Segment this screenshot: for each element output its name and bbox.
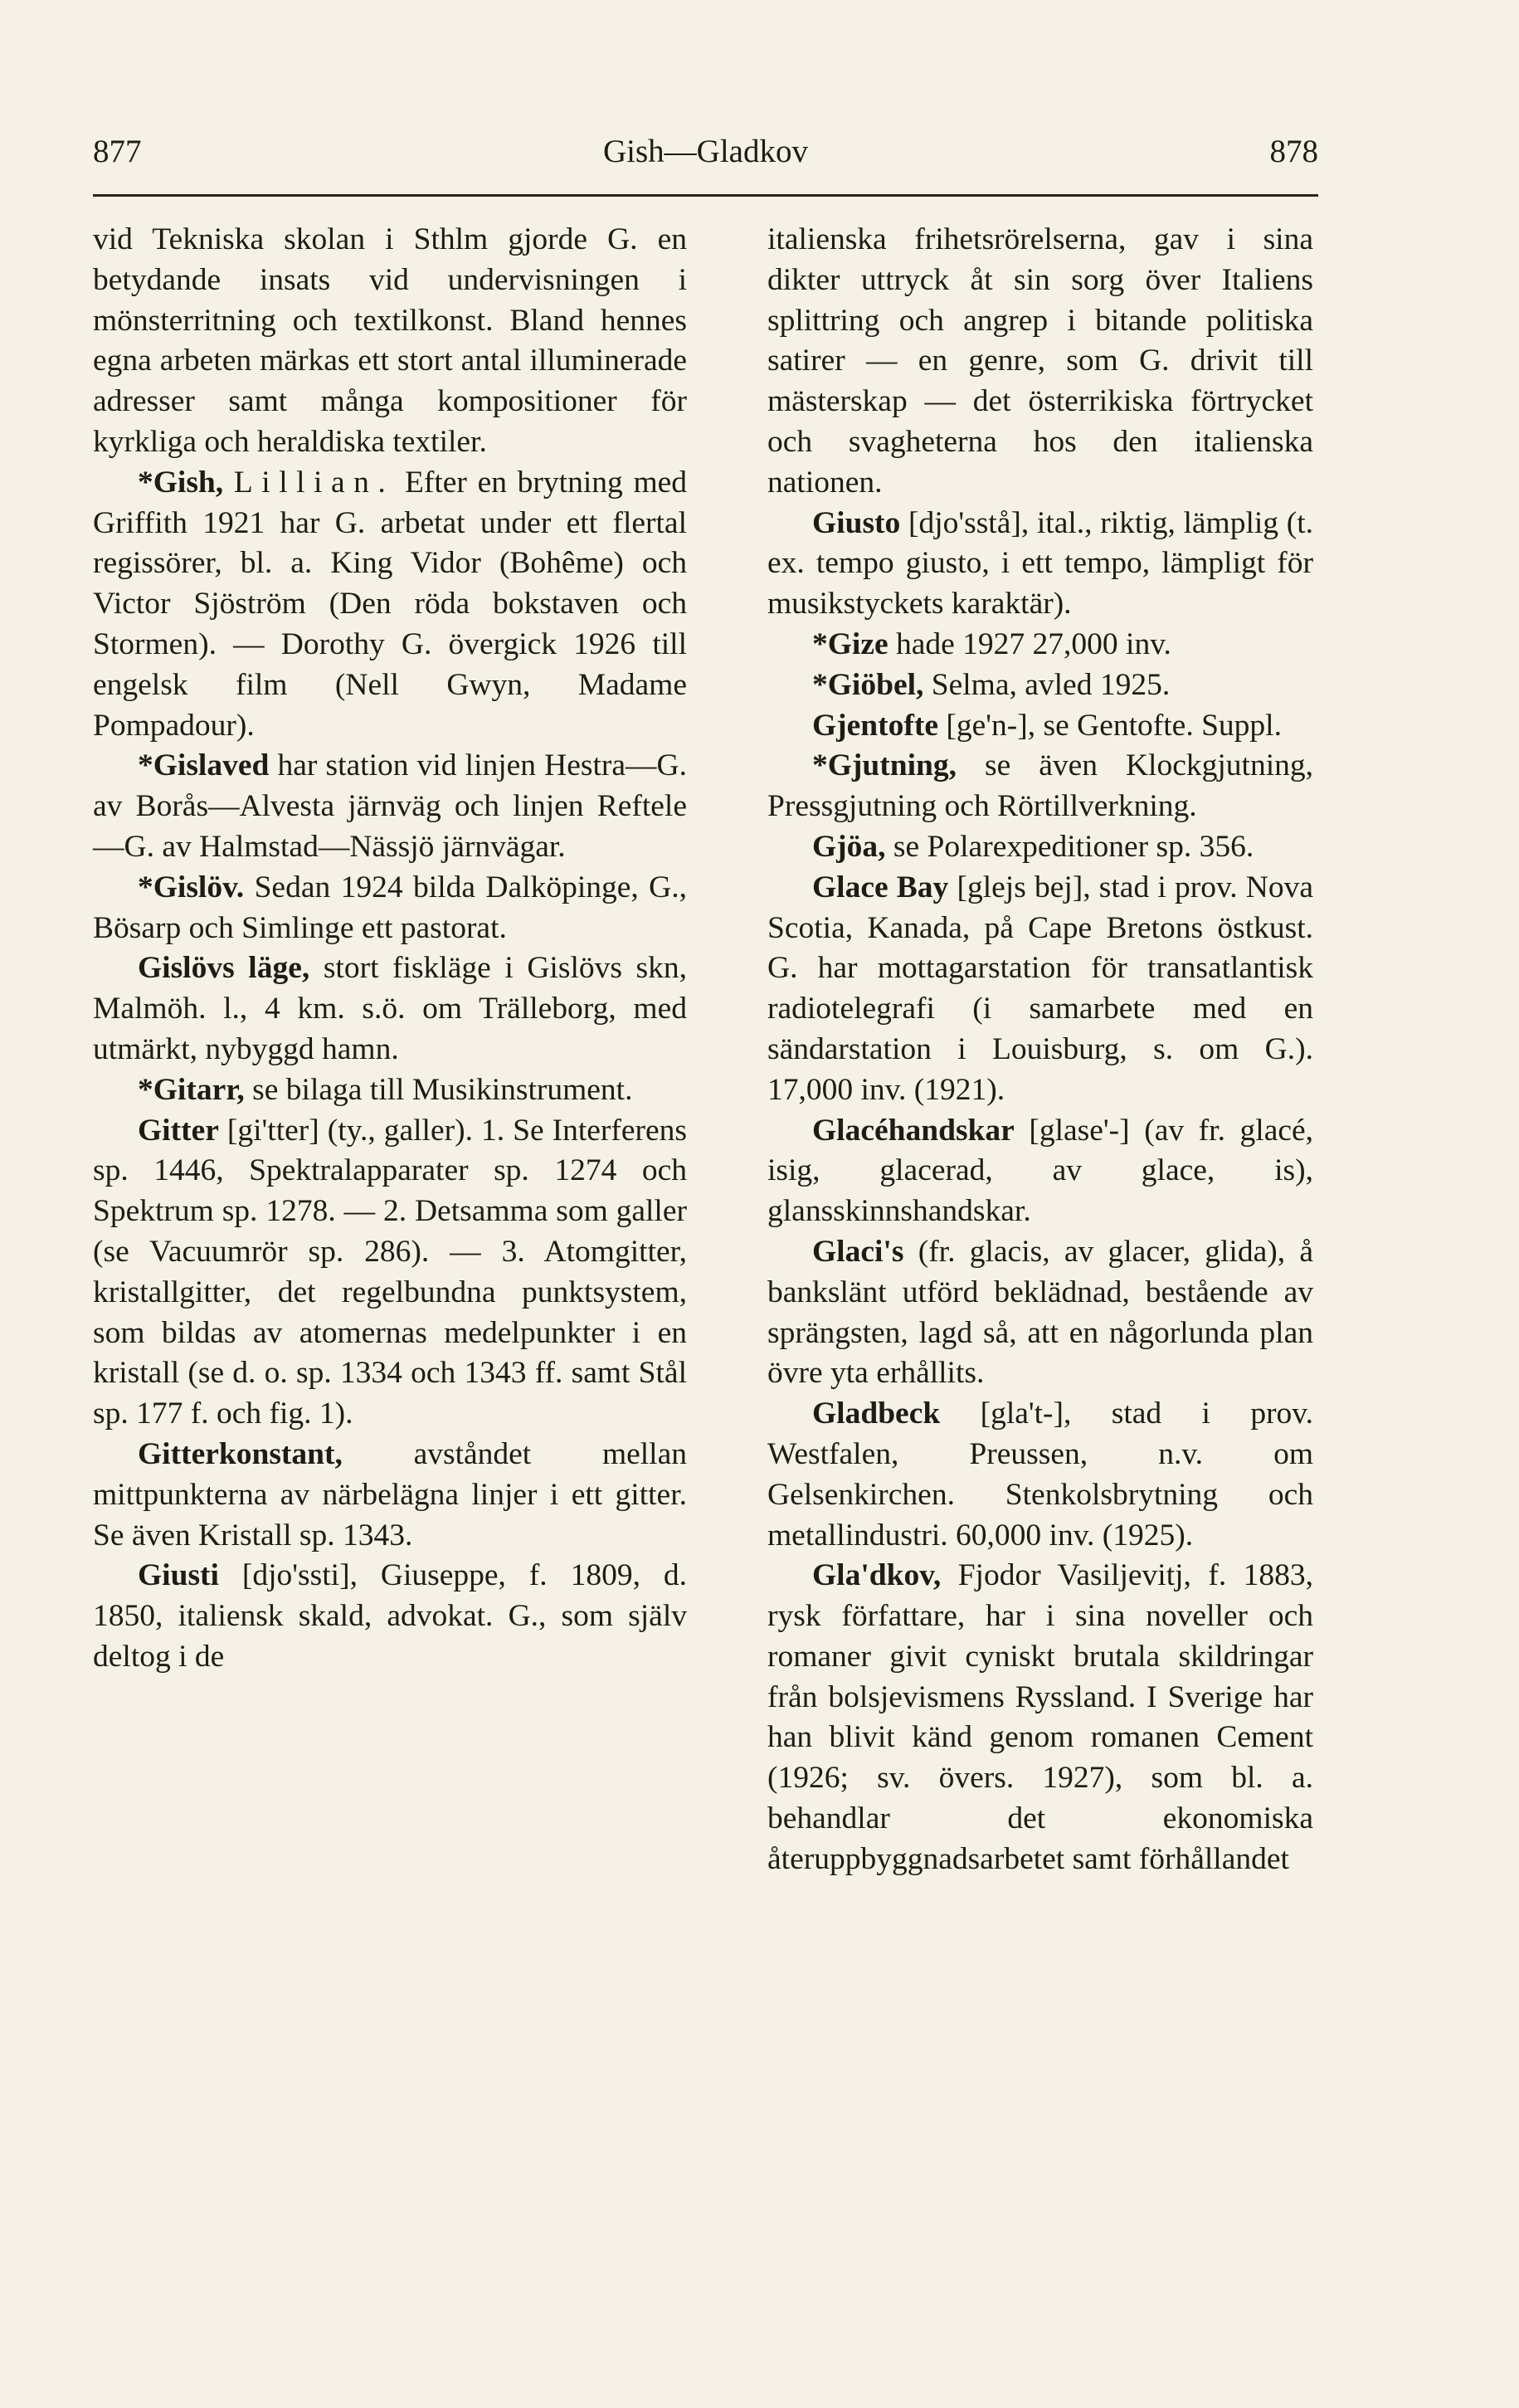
entry-text: [glase'-] (av fr. glacé, isig, glacerad, av glace, is), glansskinnshandskar.: [767, 1113, 1313, 1229]
headword: Gislövs läge,: [138, 951, 310, 986]
headword: *Gjutning,: [812, 748, 957, 783]
header-rule: [93, 194, 1318, 197]
headword: Gjöa,: [812, 829, 886, 864]
entry-text: se bilaga till Musikinstrument.: [252, 1072, 633, 1107]
entry-text: se även Klockgjutning, Pressgjutning och Rörtillverkning.: [767, 748, 1313, 824]
entry-gislaved: [93, 746, 687, 867]
entry-gize: [767, 625, 1313, 665]
headword: Gitterkonstant,: [138, 1436, 343, 1471]
page-number-right: 878: [1269, 134, 1318, 169]
entry-text: [glejs bej], stad i prov. Nova Scotia, Kanada, på Cape Bretons östkust. G. har mottagarstation för transatlantisk radiotelegrafi (i samarbete med en sändarstation i Louisburg, s. om G.). 17,000 inv. (1921).: [767, 870, 1314, 1107]
entry-text: stort fiskläge i Gislövs skn, Malmöh. l., 4 km. s.ö. om Trälleborg, med utmärkt, nybyggd hamn.: [93, 951, 688, 1066]
entry-gislov: [93, 868, 687, 949]
entry-gjoa: [767, 827, 1313, 868]
entry-gitarr: [93, 1070, 687, 1111]
headword: *Gish,: [138, 465, 224, 500]
entry-text: hade 1927 27,000 inv.: [896, 626, 1171, 661]
headword: Glace Bay: [812, 870, 949, 904]
left-column: [93, 220, 687, 1678]
entry-text: Fjodor Vasiljevitj, f. 1883, rysk författare, har i sina noveller och romaner givit cyniskt brutala skildringar från bolsjevismens Ryssland. I Sverige har han blivit känd genom romanen Cement (1926; sv. övers. 1927), som bl. a. behandlar det ekonomiska återuppbyggnadsarbetet samt förhållandet: [767, 1558, 1313, 1876]
entry-gjutning: [767, 746, 1313, 827]
entry-text: [djo'sstå], ital., riktig, lämplig (t. ex. tempo giusto, i ett tempo, lämpligt för musikstyckets karaktär).: [767, 505, 1313, 621]
headword: *Giöbel,: [812, 667, 924, 702]
entry-gitterkonstant: [93, 1435, 687, 1556]
entry-text: [gi'tter] (ty., galler). 1. Se Interferens sp. 1446, Spektralapparater sp. 1274 och Spektrum sp. 1278. — 2. Detsamma som galler (se Vacuumrör sp. 286). — 3. Atomgitter, kristallgitter, det regelbundna punktsystem, som bildas av atomernas medelpunkter i en kristall (se d. o. sp. 1334 och 1343 ff. samt Stål sp. 177 f. och fig. 1).: [93, 1113, 688, 1431]
headword: *Gitarr,: [138, 1072, 245, 1107]
entry-text: (fr. glacis, av glacer, glida), å bankslänt utförd beklädnad, bestående av sprängsten, lagd så, att en någorlunda plan övre yta erhållits.: [767, 1234, 1314, 1391]
entry-text: se Polarexpeditioner sp. 356.: [893, 829, 1254, 864]
entry-gladbeck: [767, 1394, 1313, 1556]
headword: *Gislaved: [138, 748, 270, 783]
entry-giusto: [767, 504, 1313, 625]
headword: Giusto: [812, 505, 901, 540]
headword: Gitter: [138, 1113, 219, 1148]
headword: *Gislöv.: [138, 870, 245, 904]
page-number-left: 877: [93, 134, 142, 169]
headword: *Gize: [812, 626, 889, 661]
page-header: [93, 133, 1318, 183]
entry-text: [gla't-], stad i prov. Westfalen, Preussen, n.v. om Gelsenkirchen. Stenkolsbrytning och metallindustri. 60,000 inv. (1925).: [767, 1397, 1313, 1553]
entry-gitter: [93, 1111, 687, 1435]
entry-gislovs-lage: [93, 948, 687, 1070]
spaced-name: Lillian.: [233, 465, 395, 500]
entry-glacehandskar: [767, 1111, 1313, 1232]
entry-text: har station vid linjen Hestra—G. av Borås—Alvesta järnväg och linjen Reftele —G. av Halmstad—Nässjö järnvägar.: [93, 748, 687, 864]
right-column: [767, 220, 1313, 1880]
headword: Glaci's: [812, 1234, 904, 1269]
entry-text: [djo'ssti], Giuseppe, f. 1809, d. 1850, italiensk skald, advokat. G., som själv deltog i de: [93, 1558, 688, 1674]
headword: Gla'dkov,: [812, 1558, 942, 1593]
entry-giusti: [93, 1556, 687, 1677]
running-title: Gish—Gladkov: [603, 134, 808, 169]
entry-glace-bay: [767, 868, 1313, 1111]
entry-gladkov: [767, 1556, 1313, 1879]
entry-text: Sedan 1924 bilda Dalköpinge, G., Bösarp och Simlinge ett pastorat.: [93, 870, 688, 945]
entry-gish: [93, 463, 687, 747]
entry-glacis: [767, 1232, 1313, 1394]
headword: Giusti: [138, 1558, 219, 1593]
entry-text: Efter en brytning med Griffith 1921 har G. arbetat under ett flertal regissörer, bl. a. King Vidor (Bohême) och Victor Sjöström (Den röda bokstaven och Stormen). — Dorothy G. övergick 1926 till engelsk film (Nell Gwyn, Madame Pompadour).: [93, 465, 688, 743]
entry-text: avståndet mellan mittpunkterna av närbelägna linjer i ett gitter. Se även Kristall sp. 1343.: [93, 1436, 687, 1553]
headword: Gladbeck: [812, 1397, 941, 1431]
entry-gjentofte: [767, 706, 1313, 747]
entry-text: Selma, avled 1925.: [931, 667, 1171, 702]
entry-continuation: vid Tekniska skolan i Sthlm gjorde G. en betydande insats vid undervisningen i mönsterritning och textilkonst. Bland hennes egna arbeten märkas ett stort antal illuminerade adresser samt många kompositioner för kyrkliga och heraldiska textiler.: [93, 222, 687, 459]
entry-giobel: [767, 665, 1313, 706]
headword: Gjentofte: [812, 708, 939, 743]
entry-continuation: italienska frihetsrörelserna, gav i sina dikter uttryck åt sin sorg över Italiens splittring och angrep i bitande politiska satirer — en genre, som G. drivit till mästerskap — det österrikiska förtrycket och svagheterna hos den italienska nationen.: [767, 222, 1313, 500]
entry-text: [ge'n-], se Gentofte. Suppl.: [946, 708, 1282, 743]
headword: Glacéhandskar: [812, 1113, 1015, 1148]
